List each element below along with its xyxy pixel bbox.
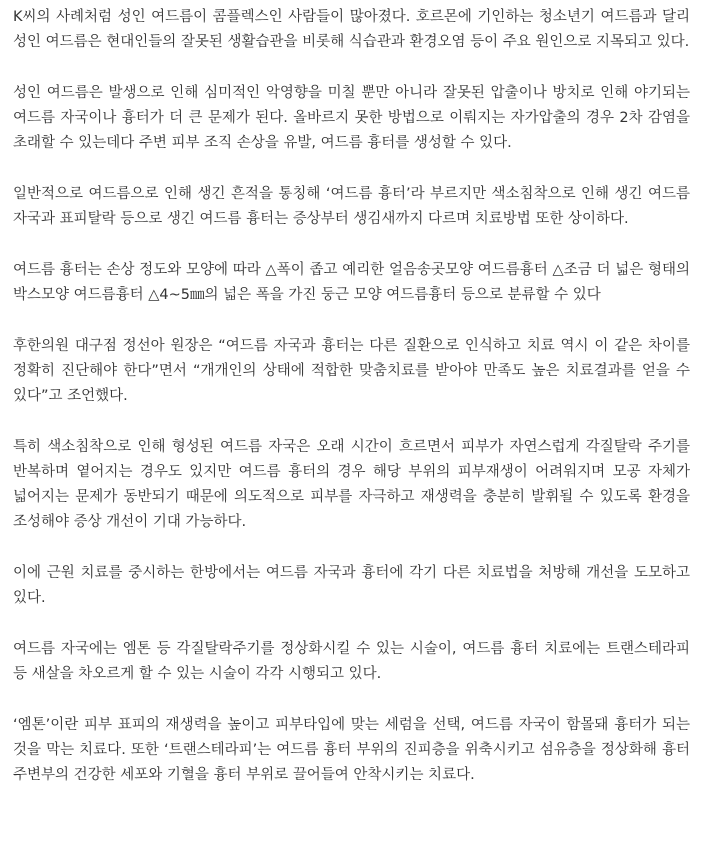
paragraph-intro: K씨의 사례처럼 성인 여드름이 콤플렉스인 사람들이 많아졌다. 호르몬에 기인하는 청소년기 여드름과 달리 성인 여드름은 현대인들의 잘못된 생활습관을 비롯해 식습관과 환경오염 등이 주요 원인으로 지목되고 있다. (13, 9, 690, 50)
paragraph-adult-acne-problems: 성인 여드름은 발생으로 인해 심미적인 악영향을 미칠 뿐만 아니라 잘못된 압출이나 방치로 인해 야기되는 여드름 자국이나 흉터가 더 큰 문제가 된다. 올바르지 못한 방법으로 이뤄지는 자가압출의 경우 2차 감염을 초래할 수 있는데다 주변 피부 조직 손상을 유발, 여드름 흉터를 생성할 수 있다. (13, 85, 690, 151)
paragraph-oriental-medicine: 이에 근원 치료를 중시하는 한방에서는 여드름 자국과 흉터에 각기 다른 치료법을 처방해 개선을 도모하고 있다. (13, 565, 690, 606)
paragraph-treatment-details: ‘엠톤’이란 피부 표피의 재생력을 높이고 피부타입에 맞는 세럼을 선택, 여드름 자국이 함몰돼 흉터가 되는 것을 막는 치료다. 또한 ‘트랜스테라피’는 여드름 흉터 부위의 진피층을 위축시키고 섬유층을 정상화해 흉터 주변부의 건강한 세포와 기혈을 흉터 부위로 끌어들여 안착시키는 치료다. (13, 717, 690, 783)
paragraph-treatments: 여드름 자국에는 엠톤 등 각질탈락주기를 정상화시킬 수 있는 시술이, 여드름 흉터 치료에는 트랜스테라피 등 새살을 차오르게 할 수 있는 시술이 각각 시행되고 있다. (13, 641, 690, 682)
paragraph-scar-types: 여드름 흉터는 손상 정도와 모양에 따라 △폭이 좁고 예리한 얼음송곳모양 여드름흉터 △조금 더 넓은 형태의 박스모양 여드름흉터 △4~5㎜의 넓은 폭을 가진 둥근 모양 여드름흉터 등으로 분류할 수 있다 (13, 262, 690, 303)
paragraph-marks-vs-scars: 일반적으로 여드름으로 인해 생긴 흔적을 통칭해 ‘여드름 흉터’라 부르지만 색소침착으로 인해 생긴 여드름 자국과 표피탈락 등으로 생긴 여드름 흉터는 증상부터 생김새까지 다르며 치료방법 또한 상이하다. (13, 186, 690, 227)
paragraph-regeneration: 특히 색소침착으로 인해 형성된 여드름 자국은 오래 시간이 흐르면서 피부가 자연스럽게 각질탈락 주기를 반복하며 옅어지는 경우도 있지만 여드름 흉터의 경우 해당 부위의 피부재생이 어려워지며 모공 자체가 넓어지는 문제가 동반되기 때문에 의도적으로 피부를 자극하고 재생력을 충분히 발휘될 수 있도록 환경을 조성해야 증상 개선이 기대 가능하다. (13, 439, 690, 530)
paragraph-doctor-quote: 후한의원 대구점 정선아 원장은 “여드름 자국과 흉터는 다른 질환으로 인식하고 치료 역시 이 같은 차이를 정확히 진단해야 한다”면서 “개개인의 상태에 적합한 맞춤치료를 받아야 만족도 높은 치료결과를 얻을 수 있다”고 조언했다. (13, 338, 690, 404)
